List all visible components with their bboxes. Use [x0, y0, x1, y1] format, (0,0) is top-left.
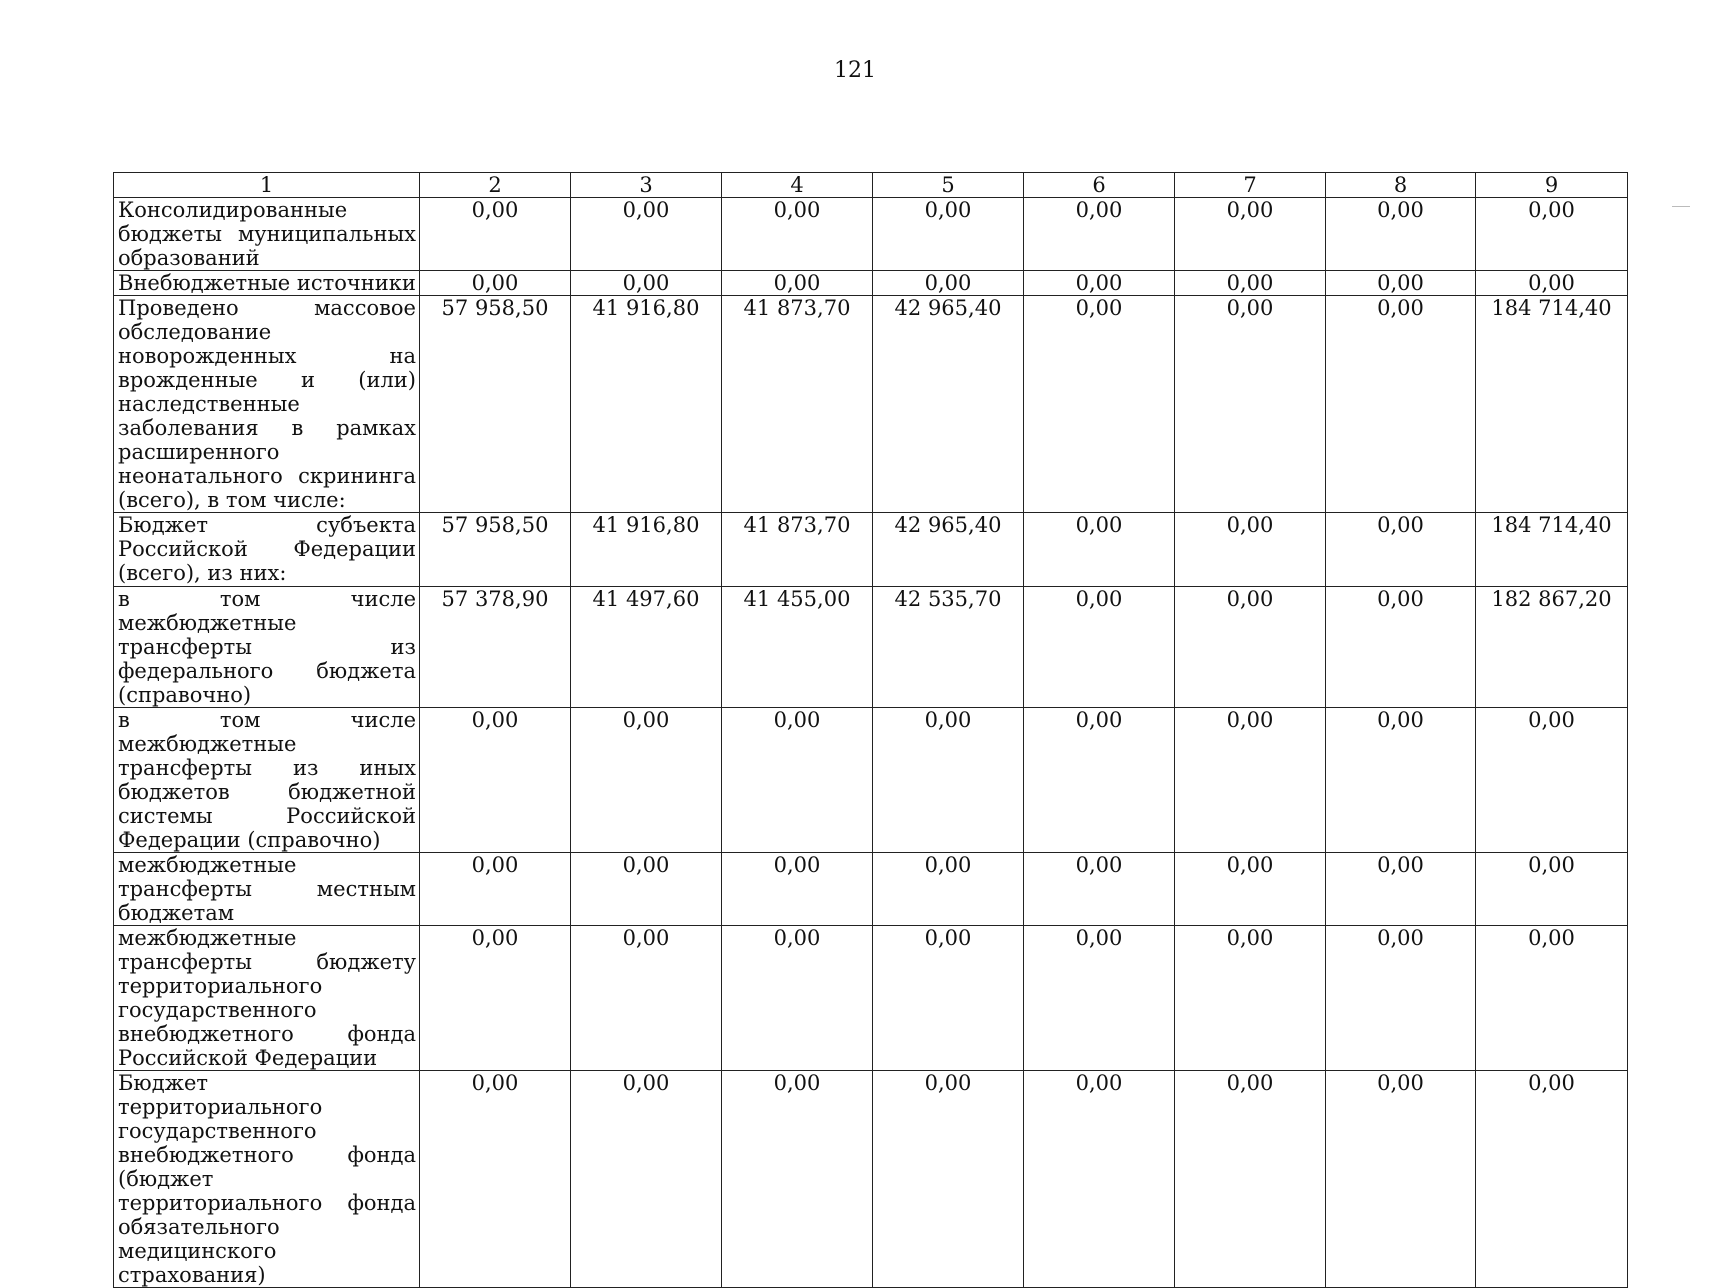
header-cell-8: 8 — [1326, 173, 1476, 198]
row-value: 0,00 — [1326, 708, 1476, 853]
table-row — [114, 198, 1628, 271]
header-cell-7: 7 — [1175, 173, 1326, 198]
row-value: 0,00 — [1326, 1071, 1476, 1288]
table-row — [114, 513, 1628, 587]
row-value: 42 965,40 — [873, 296, 1024, 513]
row-value: 0,00 — [1024, 296, 1175, 513]
header-cell-6: 6 — [1024, 173, 1175, 198]
row-label: Бюджет субъекта Российской Федерации (всего), из них: — [114, 513, 420, 587]
table-row — [114, 926, 1628, 1071]
row-value: 0,00 — [420, 708, 571, 853]
row-label: в том числе межбюджетные трансферты из федерального бюджета (справочно) — [114, 587, 420, 708]
row-value: 42 965,40 — [873, 513, 1024, 587]
row-value: 0,00 — [722, 853, 873, 926]
header-cell-1: 1 — [114, 173, 420, 198]
row-value: 41 497,60 — [571, 587, 722, 708]
header-row — [114, 173, 1628, 198]
row-value: 0,00 — [1024, 1071, 1175, 1288]
row-value: 0,00 — [1175, 271, 1326, 296]
header-cell-4: 4 — [722, 173, 873, 198]
row-value: 57 958,50 — [420, 513, 571, 587]
table-row — [114, 271, 1628, 296]
row-value: 0,00 — [873, 853, 1024, 926]
row-value: 0,00 — [571, 926, 722, 1071]
row-value: 0,00 — [1024, 198, 1175, 271]
row-value: 184 714,40 — [1476, 296, 1628, 513]
row-value: 0,00 — [1326, 587, 1476, 708]
row-label: Внебюджетные источники — [114, 271, 420, 296]
row-value: 0,00 — [722, 198, 873, 271]
table-row — [114, 587, 1628, 708]
row-value: 41 455,00 — [722, 587, 873, 708]
row-value: 0,00 — [571, 1071, 722, 1288]
row-value: 41 916,80 — [571, 296, 722, 513]
row-value: 0,00 — [1476, 853, 1628, 926]
row-value: 0,00 — [1476, 708, 1628, 853]
row-value: 42 535,70 — [873, 587, 1024, 708]
row-value: 0,00 — [1024, 587, 1175, 708]
row-value: 0,00 — [1175, 1071, 1326, 1288]
row-value: 0,00 — [420, 198, 571, 271]
row-value: 0,00 — [1175, 513, 1326, 587]
row-value: 0,00 — [1326, 853, 1476, 926]
row-value: 41 873,70 — [722, 296, 873, 513]
row-label: Консолидированные бюджеты муниципальных образований — [114, 198, 420, 271]
row-value: 0,00 — [1175, 926, 1326, 1071]
row-value: 0,00 — [571, 708, 722, 853]
header-cell-5: 5 — [873, 173, 1024, 198]
row-value: 57 378,90 — [420, 587, 571, 708]
row-label: Бюджет территориального государственного внебюджетного фонда (бюджет территориального фонда обязательного медицинского страхования) — [114, 1071, 420, 1288]
row-value: 0,00 — [1326, 271, 1476, 296]
header-cell-9: 9 — [1476, 173, 1628, 198]
row-value: 0,00 — [873, 1071, 1024, 1288]
row-value: 0,00 — [1024, 708, 1175, 853]
row-value: 182 867,20 — [1476, 587, 1628, 708]
table-row — [114, 853, 1628, 926]
row-value: 0,00 — [1476, 926, 1628, 1071]
row-value: 41 873,70 — [722, 513, 873, 587]
row-value: 184 714,40 — [1476, 513, 1628, 587]
row-value: 0,00 — [571, 271, 722, 296]
row-label: межбюджетные трансферты бюджету территориального государственного внебюджетного фонда Российской Федерации — [114, 926, 420, 1071]
row-value: 0,00 — [722, 926, 873, 1071]
row-value: 0,00 — [1024, 926, 1175, 1071]
row-value: 0,00 — [873, 198, 1024, 271]
row-value: 0,00 — [1326, 198, 1476, 271]
row-value: 0,00 — [722, 708, 873, 853]
table-body — [114, 198, 1628, 1288]
table-row — [114, 1071, 1628, 1288]
row-value: 0,00 — [1476, 1071, 1628, 1288]
row-value: 0,00 — [1326, 926, 1476, 1071]
row-value: 0,00 — [571, 198, 722, 271]
table-row — [114, 708, 1628, 853]
header-cell-3: 3 — [571, 173, 722, 198]
row-value: 0,00 — [1024, 853, 1175, 926]
row-value: 0,00 — [722, 271, 873, 296]
row-value: 0,00 — [1476, 198, 1628, 271]
row-value: 57 958,50 — [420, 296, 571, 513]
row-label: Проведено массовое обследование новорожденных на врожденные и (или) наследственные заболевания в рамках расширенного неонатального скрининга (всего), в том числе: — [114, 296, 420, 513]
row-value: 0,00 — [873, 926, 1024, 1071]
row-value: 0,00 — [1326, 513, 1476, 587]
row-value: 0,00 — [1175, 853, 1326, 926]
table-row — [114, 296, 1628, 513]
row-value: 0,00 — [420, 926, 571, 1071]
row-value: 0,00 — [1476, 271, 1628, 296]
row-value: 0,00 — [1024, 271, 1175, 296]
row-value: 0,00 — [873, 271, 1024, 296]
budget-table — [113, 172, 1628, 1288]
scan-mark — [1672, 206, 1690, 207]
row-value: 0,00 — [722, 1071, 873, 1288]
row-label: межбюджетные трансферты местным бюджетам — [114, 853, 420, 926]
page-number: 121 — [834, 58, 876, 83]
header-cell-2: 2 — [420, 173, 571, 198]
row-value: 0,00 — [571, 853, 722, 926]
row-value: 41 916,80 — [571, 513, 722, 587]
row-value: 0,00 — [1175, 708, 1326, 853]
row-value: 0,00 — [1175, 198, 1326, 271]
row-value: 0,00 — [1175, 587, 1326, 708]
row-value: 0,00 — [1326, 296, 1476, 513]
row-value: 0,00 — [420, 1071, 571, 1288]
table-header — [114, 173, 1628, 198]
row-value: 0,00 — [420, 853, 571, 926]
row-value: 0,00 — [420, 271, 571, 296]
row-value: 0,00 — [1024, 513, 1175, 587]
row-label: в том числе межбюджетные трансферты из иных бюджетов бюджетной системы Российской Федерации (справочно) — [114, 708, 420, 853]
row-value: 0,00 — [873, 708, 1024, 853]
row-value: 0,00 — [1175, 296, 1326, 513]
